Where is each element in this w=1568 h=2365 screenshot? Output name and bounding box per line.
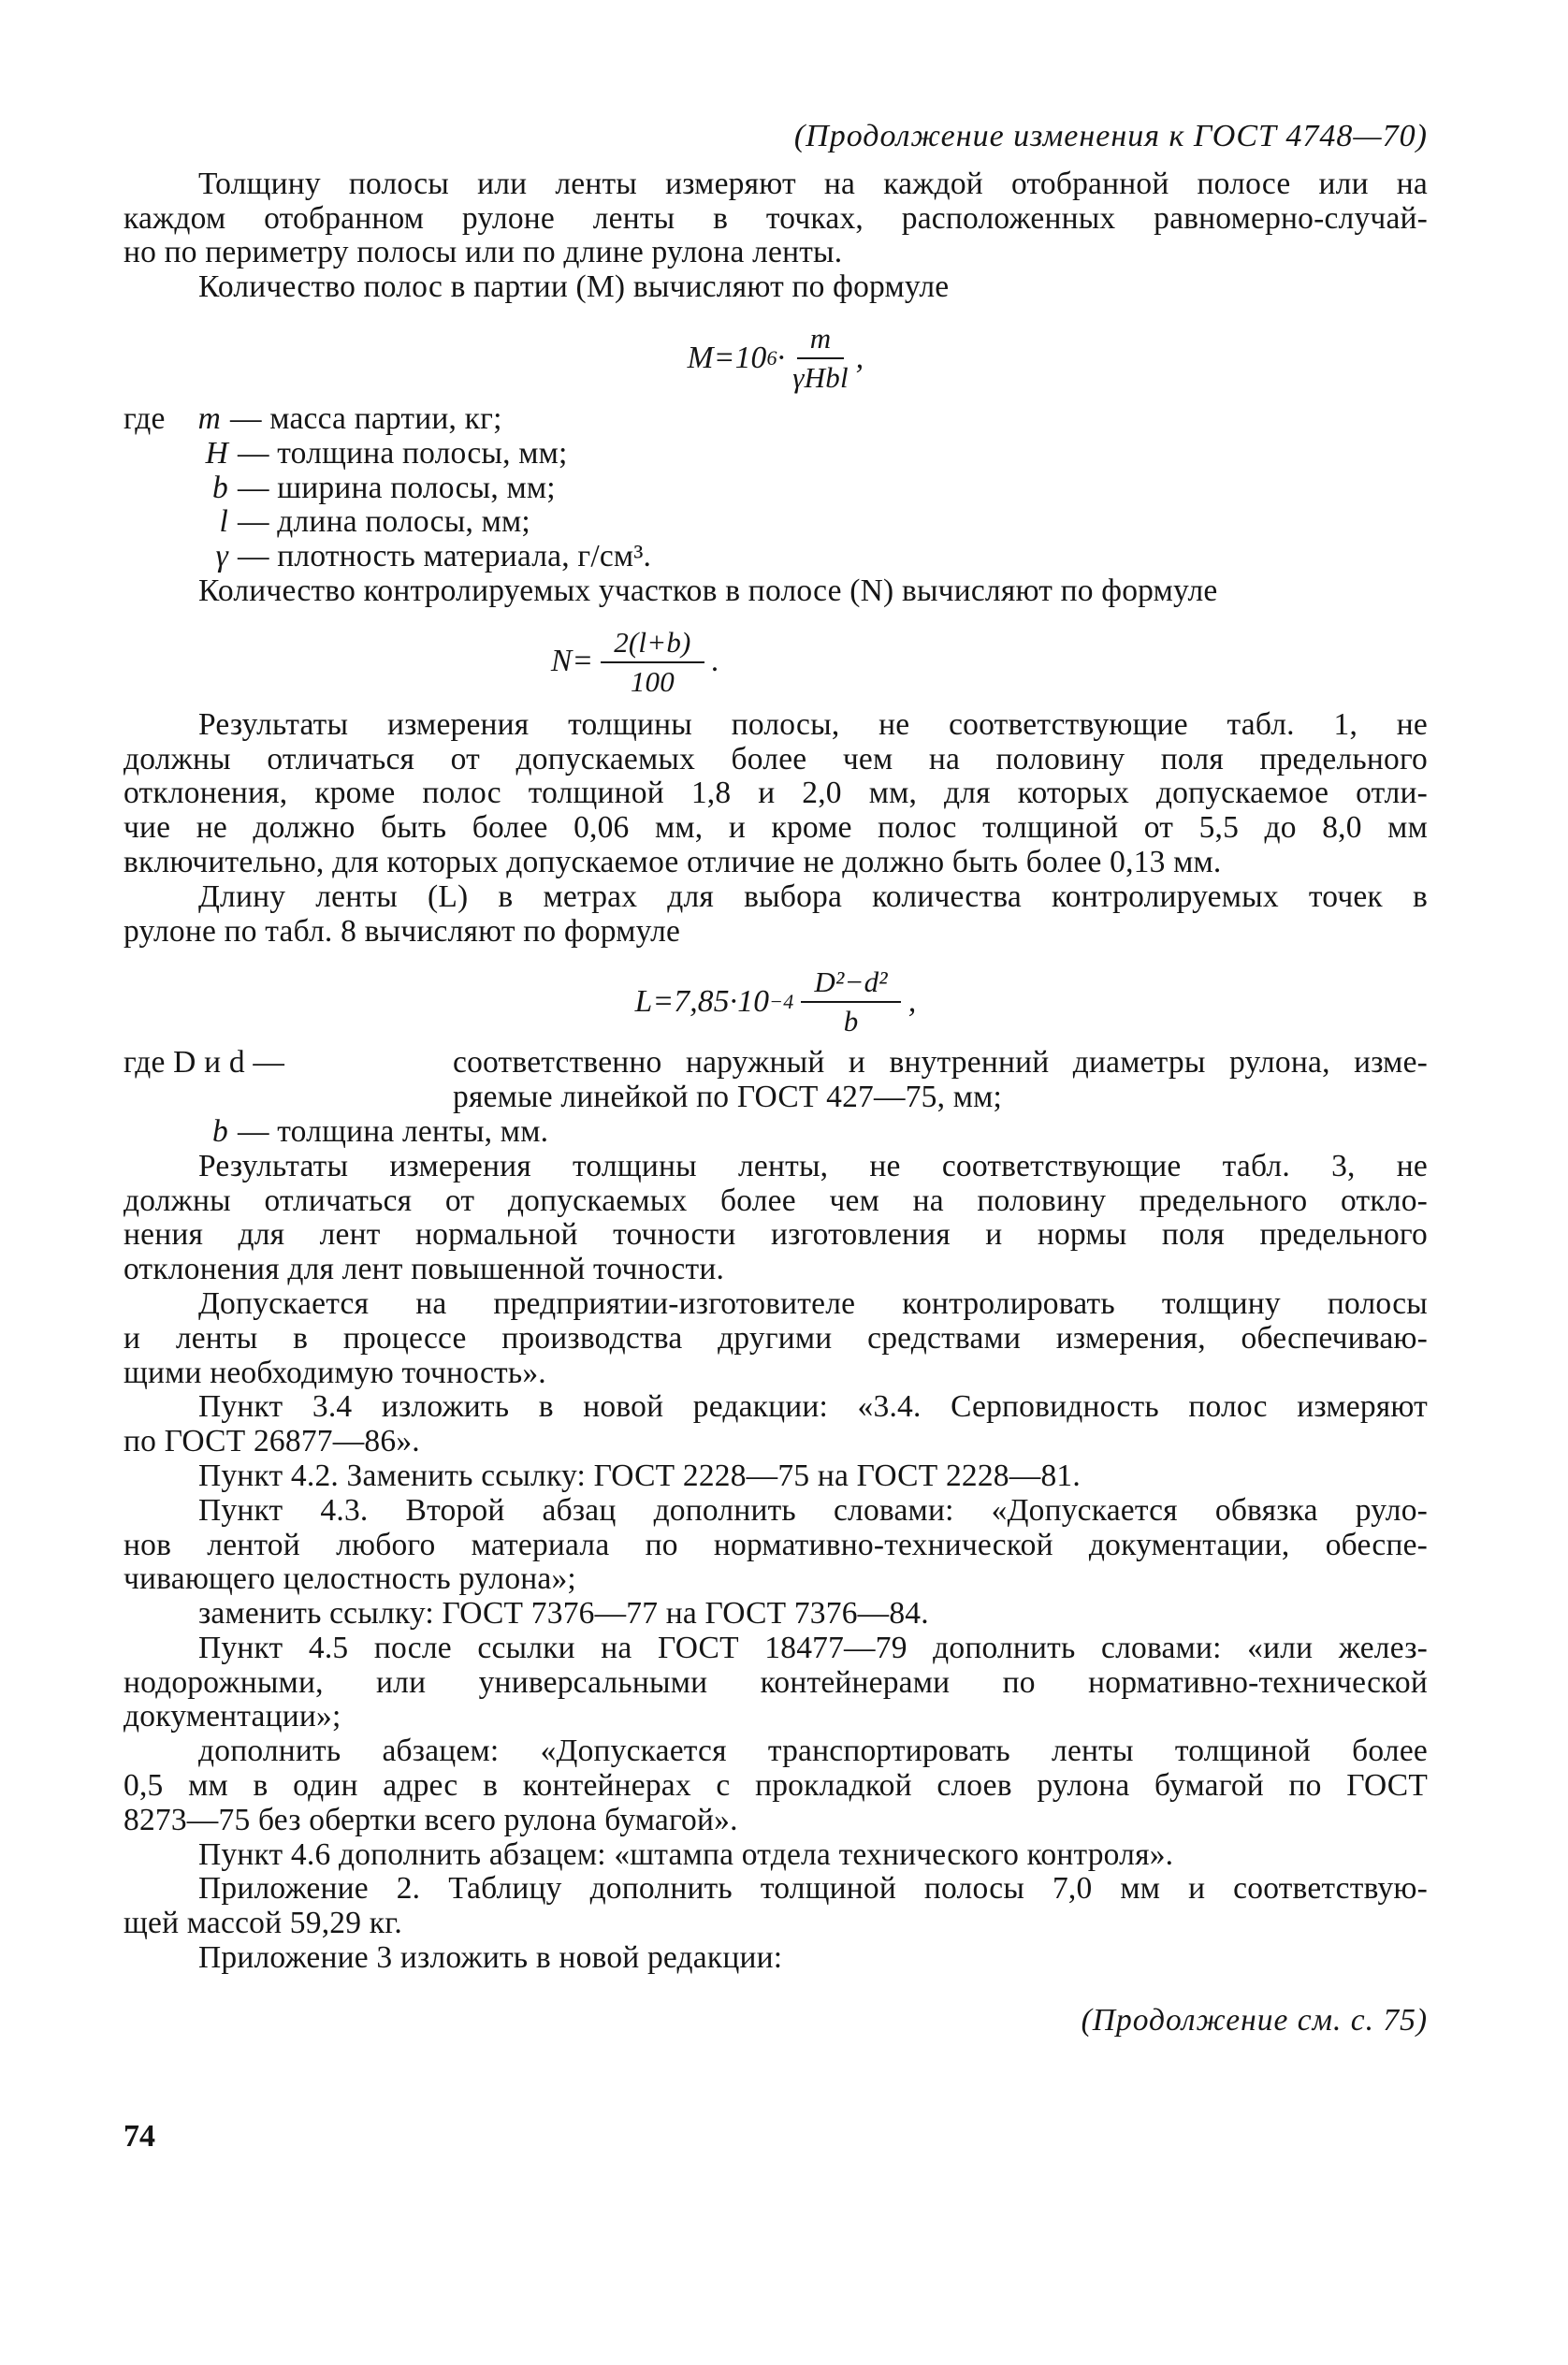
formula-numerator: D²−d² xyxy=(801,965,900,1003)
text-line: отклонения, кроме полос толщиной 1,8 и 2,0 мм, для которых допускаемое отли- xyxy=(123,776,1428,811)
text-line: Пункт 4.5 после ссылки на ГОСТ 18477—79 дополнить словами: «или желез- xyxy=(198,1630,1428,1665)
definition-text: — длина полосы, мм; xyxy=(238,504,530,540)
text-line: документации»; xyxy=(123,1699,341,1734)
paragraph-replace-reference: заменить ссылку: ГОСТ 7376—77 на ГОСТ 7376—84. xyxy=(198,1596,929,1632)
formula-exponent: −4 xyxy=(769,989,794,1013)
formula-exponent: 6 xyxy=(766,345,777,370)
paragraph-item-4-6: Пункт 4.6 дополнить абзацем: «штампа отдела технического контроля». xyxy=(198,1836,1174,1872)
text-line: рулоне по табл. 8 вычисляют по формуле xyxy=(123,913,681,949)
formula-tail: , xyxy=(855,340,864,375)
text-line: Допускается на предприятии-изготовителе контролировать толщину полосы xyxy=(198,1285,1428,1321)
text-line: по ГОСТ 26877—86». xyxy=(123,1424,420,1459)
definition-body xyxy=(453,1046,1428,1115)
paragraph-strip-results xyxy=(123,708,1428,880)
text-line: каждом отобранном рулоне ленты в точках, расположенных равномерно-случай- xyxy=(123,200,1428,236)
definition-row xyxy=(123,505,1428,540)
document-body xyxy=(123,120,1428,2039)
definition-text: — толщина ленты, мм. xyxy=(238,1113,549,1149)
definition-row xyxy=(123,472,1428,506)
definition-row xyxy=(123,437,1428,472)
definition-symbol: γ xyxy=(215,539,228,574)
paragraph-item-4-3 xyxy=(123,1494,1428,1597)
formula-lhs: N= xyxy=(550,644,594,679)
text-line: щей массой 59,29 кг. xyxy=(123,1906,402,1941)
text-line: щими необходимую точность». xyxy=(123,1355,546,1390)
text-line: 0,5 мм в один адрес в контейнерах с прокладкой слоев рулона бумагой по ГОСТ xyxy=(123,1768,1428,1804)
paragraph-item-4-5 xyxy=(123,1632,1428,1734)
definition-symbol: b xyxy=(212,470,228,505)
definition-symbol: l xyxy=(219,504,228,540)
continued-note: (Продолжение см. с. 75) xyxy=(1081,2002,1428,2038)
formula-tape-length xyxy=(123,965,1428,1038)
definition-row xyxy=(123,540,1428,574)
text-line: но по периметру полосы или по длине рулона ленты. xyxy=(123,235,843,270)
definition-text: — масса партии, кг; xyxy=(230,400,502,436)
formula-tail: , xyxy=(907,983,917,1019)
formula-fraction xyxy=(601,626,704,699)
formula-numerator: m xyxy=(797,322,845,359)
variable-definitions-roll xyxy=(123,1046,1428,1149)
formula-dot: · xyxy=(777,340,786,375)
text-line: включительно, для которых допускаемое отличие не должно быть более 0,13 мм. xyxy=(123,844,1222,879)
text-line: чие не должно быть более 0,06 мм, и кроме полос толщиной от 5,5 до 8,0 мм xyxy=(123,810,1428,846)
text-line: нодорожными, или универсальными контейнерами по нормативно-технической xyxy=(123,1664,1428,1700)
definition-label: где D и d — xyxy=(123,1045,285,1081)
paragraph-in-process-control xyxy=(123,1287,1428,1390)
definition-text: — плотность материала, г/см³. xyxy=(238,539,652,574)
paragraph-tape-results xyxy=(123,1150,1428,1287)
text-line: Длину ленты (L) в метрах для выбора количества контролируемых точек в xyxy=(198,878,1428,914)
text-line: Приложение 2. Таблицу дополнить толщиной полосы 7,0 мм и соответствую- xyxy=(198,1871,1428,1907)
paragraph-appendix-2 xyxy=(123,1872,1428,1941)
where-word: где xyxy=(123,400,166,436)
text-line: Результаты измерения толщины полосы, не соответствующие табл. 1, не xyxy=(198,706,1428,742)
formula-control-areas xyxy=(0,626,1428,699)
variable-definitions xyxy=(123,402,1428,574)
text-line: соответственно наружный и внутренний диаметры рулона, изме- xyxy=(453,1045,1428,1081)
definition-text: — ширина полосы, мм; xyxy=(238,470,556,505)
text-line: нов лентой любого материала по нормативно-технической документации, обеспе- xyxy=(123,1527,1428,1562)
formula-fraction xyxy=(792,322,849,395)
formula-lhs: L=7,85·10 xyxy=(634,983,770,1019)
formula-lhs: M=10 xyxy=(687,340,767,375)
definition-symbol: b xyxy=(212,1113,228,1149)
paragraph-tape-length xyxy=(123,880,1428,950)
text-line: Пункт 4.3. Второй абзац дополнить словами: «Допускается обвязка руло- xyxy=(198,1492,1428,1528)
text-line: отклонения для лент повышенной точности. xyxy=(123,1252,725,1287)
running-header: (Продолжение изменения к ГОСТ 4748—70) xyxy=(793,119,1428,153)
text-line: ряемые линейкой по ГОСТ 427—75, мм; xyxy=(453,1080,1003,1115)
text-line: 8273—75 без обертки всего рулона бумагой». xyxy=(123,1802,738,1837)
text-line: Результаты измерения толщины ленты, не соответствующие табл. 3, не xyxy=(198,1148,1428,1183)
paragraph-transport xyxy=(123,1734,1428,1837)
formula-denominator: 100 xyxy=(630,664,675,698)
paragraph-item-4-2: Пункт 4.2. Заменить ссылку: ГОСТ 2228—75 на ГОСТ 2228—81. xyxy=(198,1458,1081,1493)
formula-denominator: γHbl xyxy=(792,360,849,394)
formula-numerator: 2(l+b) xyxy=(601,626,704,663)
definition-text: — толщина полосы, мм; xyxy=(238,435,568,471)
paragraph-appendix-3: Приложение 3 изложить в новой редакции: xyxy=(198,1940,783,1976)
definition-row xyxy=(123,1046,1428,1115)
paragraph-control-areas: Количество контролируемых участков в полосе (N) вычисляют по формуле xyxy=(198,573,1218,608)
definition-symbol: m xyxy=(197,400,221,436)
definition-row xyxy=(123,1115,1428,1150)
formula-fraction xyxy=(801,965,900,1038)
formula-denominator: b xyxy=(843,1005,859,1038)
text-line: должны отличаться от допускаемых более чем на половину предельного откло- xyxy=(123,1182,1428,1218)
formula-tail: . xyxy=(711,644,720,679)
text-line: Пункт 3.4 изложить в новой редакции: «3.4. Серповидность полос измеряют xyxy=(198,1389,1428,1425)
definition-row xyxy=(123,402,1428,437)
text-line: должны отличаться от допускаемых более чем на половину поля предельного xyxy=(123,741,1428,776)
page-number: 74 xyxy=(123,2119,155,2154)
definition-symbol: H xyxy=(205,435,228,471)
text-line: нения для лент нормальной точности изготовления и нормы поля предельного xyxy=(123,1217,1428,1253)
paragraph-thickness-measurement xyxy=(123,167,1428,270)
text-line: и ленты в процессе производства другими средствами измерения, обеспечиваю- xyxy=(123,1320,1428,1356)
paragraph-item-3-4 xyxy=(123,1390,1428,1459)
formula-strip-count xyxy=(123,322,1428,395)
text-line: дополнить абзацем: «Допускается транспортировать ленты толщиной более xyxy=(198,1734,1428,1769)
text-line: Толщину полосы или ленты измеряют на каждой отобранной полосе или на xyxy=(198,166,1428,201)
paragraph-strip-count: Количество полос в партии (М) вычисляют по формуле xyxy=(198,269,950,305)
text-line: чивающего целостность рулона»; xyxy=(123,1561,576,1597)
